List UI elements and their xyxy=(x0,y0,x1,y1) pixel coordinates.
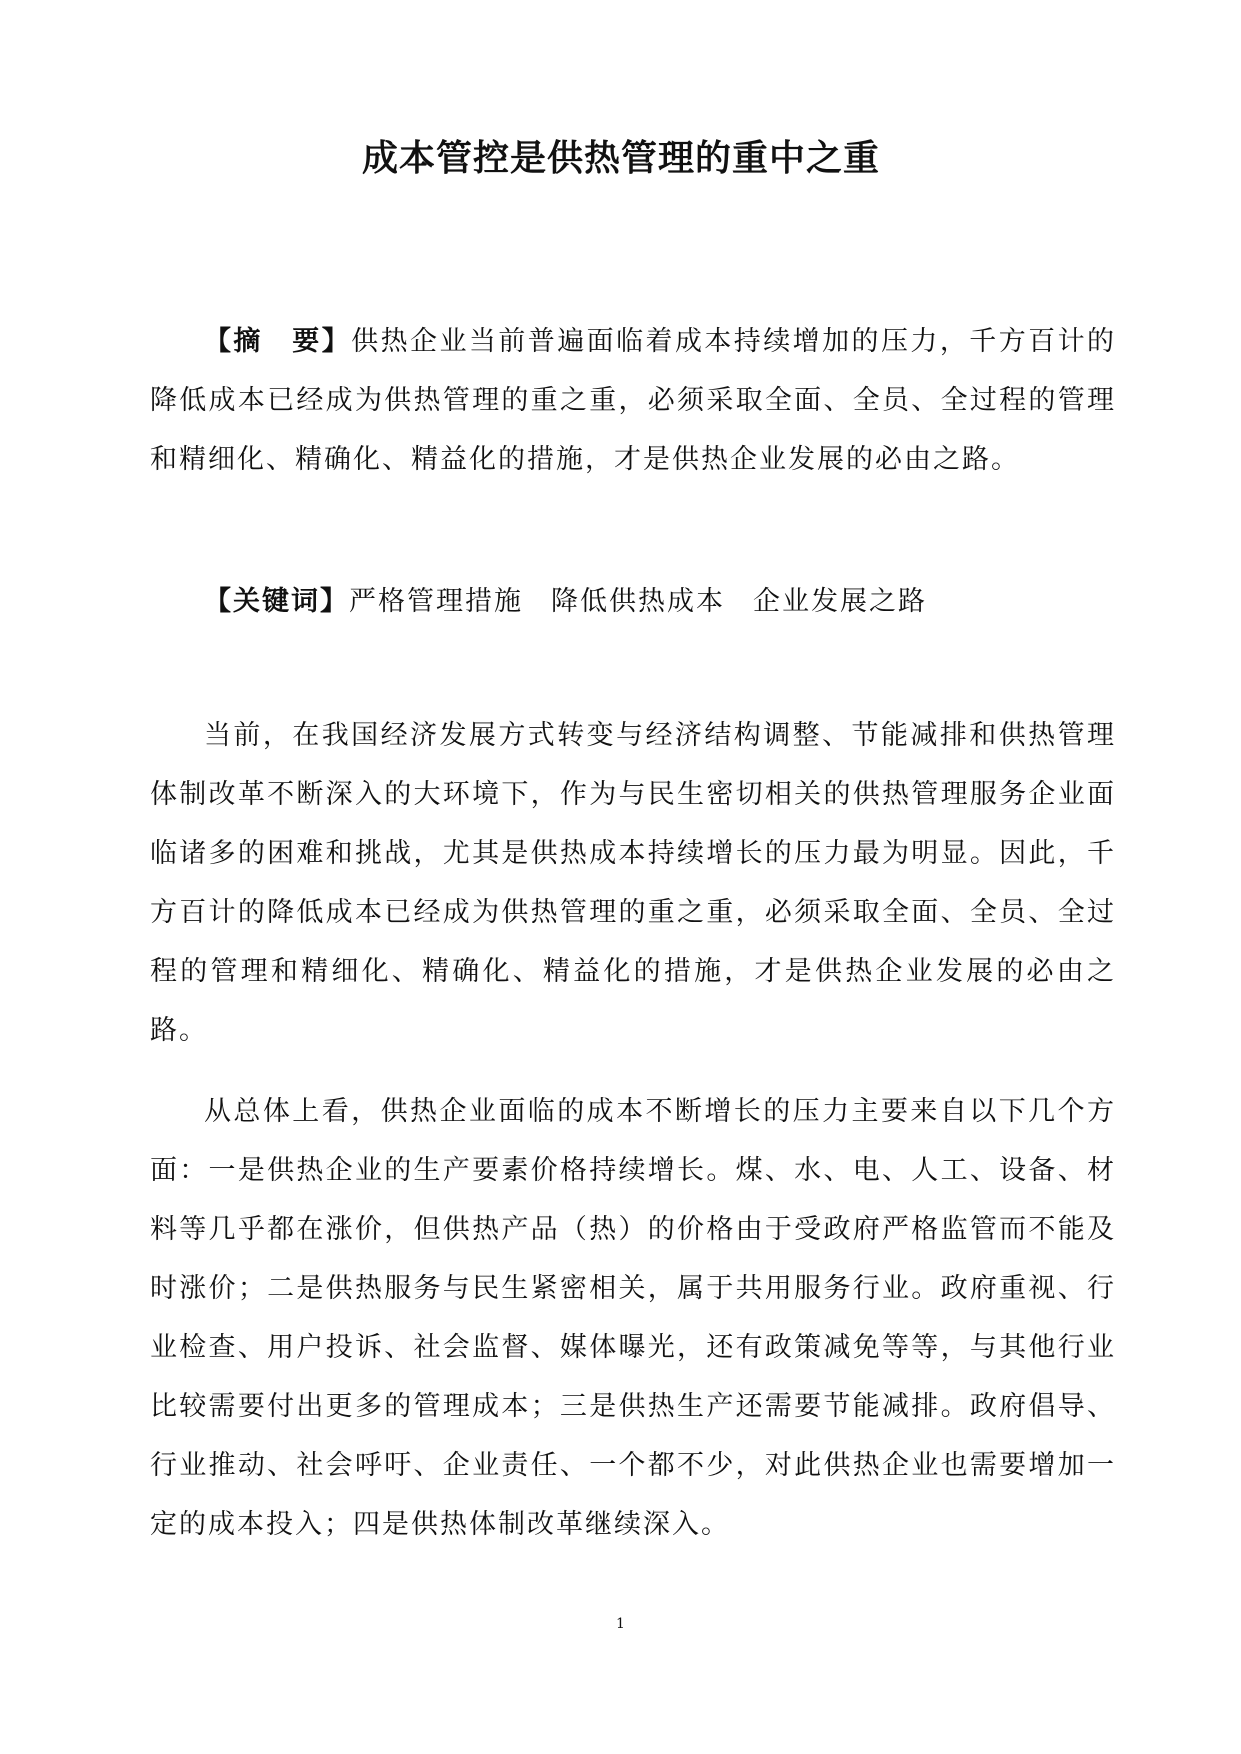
keyword-item: 降低供热成本 xyxy=(551,586,725,617)
abstract-text: 供热企业当前普遍面临着成本持续增加的压力，千方百计的降低成本已经成为供热管理的重之重，必须采取全面、全员、全过程的管理和精细化、精确化、精益化的措施，才是供热企业发展的必由之路。 xyxy=(150,326,1117,475)
abstract-label: 【摘 要】 xyxy=(204,326,352,357)
abstract-paragraph xyxy=(150,312,1116,489)
keywords-line xyxy=(150,572,1116,631)
page-number: 1 xyxy=(616,1616,625,1632)
keywords-label: 【关键词】 xyxy=(204,586,349,617)
document-title: 成本管控是供热管理的重中之重 xyxy=(361,137,880,179)
keyword-item: 严格管理措施 xyxy=(349,586,523,617)
keyword-item: 企业发展之路 xyxy=(753,586,927,617)
body-paragraph: 当前，在我国经济发展方式转变与经济结构调整、节能减排和供热管理体制改革不断深入的大环境下，作为与民生密切相关的供热管理服务企业面临诸多的困难和挑战，尤其是供热成本持续增长的压力最为明显。因此，千方百计的降低成本已经成为供热管理的重之重，必须采取全面、全员、全过程的管理和精细化、精确化、精益化的措施，才是供热企业发展的必由之路。 xyxy=(150,720,1116,1046)
body-paragraph: 从总体上看，供热企业面临的成本不断增长的压力主要来自以下几个方面：一是供热企业的生产要素价格持续增长。煤、水、电、人工、设备、材料等几乎都在涨价，但供热产品（热）的价格由于受政府严格监管而不能及时涨价；二是供热服务与民生紧密相关，属于共用服务行业。政府重视、行业检查、用户投诉、社会监督、媒体曝光，还有政策减免等等，与其他行业比较需要付出更多的管理成本；三是供热生产还需要节能减排。政府倡导、行业推动、社会呼吁、企业责任、一个都不少，对此供热企业也需要增加一定的成本投入；四是供热体制改革继续深入。 xyxy=(150,1096,1116,1540)
